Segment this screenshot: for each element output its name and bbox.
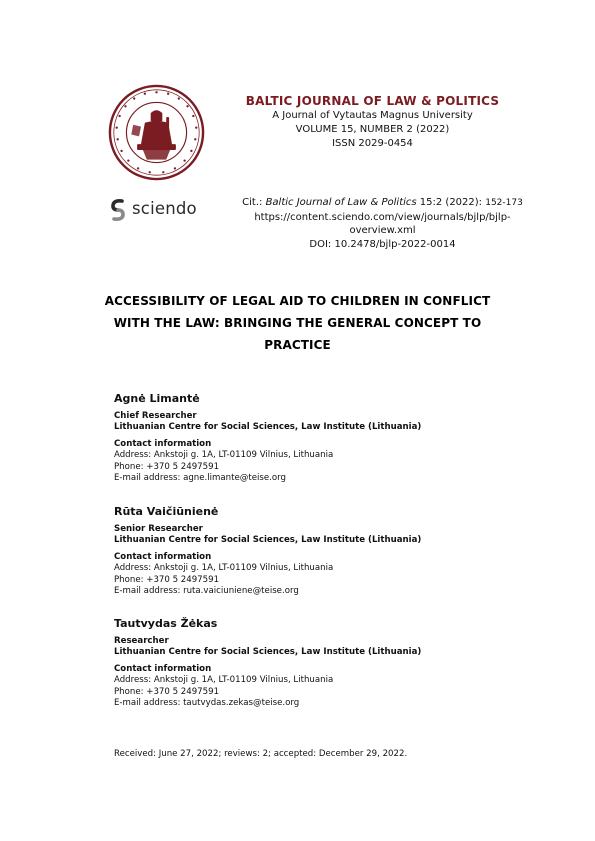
author-block — [114, 392, 514, 485]
author-block — [114, 505, 514, 598]
author-block — [114, 617, 514, 710]
contact-heading: Contact information — [114, 552, 212, 562]
author-phone: Phone: +370 5 2497591 — [114, 461, 220, 472]
contact-heading: Contact information — [114, 664, 212, 674]
received-dates: Received: June 27, 2022; reviews: 2; accepted: December 29, 2022. — [114, 749, 408, 759]
author-phone: Phone: +370 5 2497591 — [114, 686, 220, 697]
author-address: Address: Ankstoji g. 1A, LT-01109 Vilnius, Lithuania — [114, 675, 334, 685]
author-email[interactable]: E-mail address: ruta.vaiciuniene@teise.org — [114, 586, 299, 596]
citation-issue: 15:2 (2022): — [416, 197, 486, 208]
author-name: Rūta Vaičiūnienė — [114, 505, 219, 518]
author-name: Tautvydas Žėkas — [114, 617, 218, 630]
author-email[interactable]: E-mail address: tautvydas.zekas@teise.org — [114, 698, 300, 708]
citation-url-line1[interactable]: https://content.sciendo.com/view/journals/bjlp/bjlp- — [254, 211, 511, 223]
paper-title — [95, 290, 500, 356]
journal-volume: VOLUME 15, NUMBER 2 (2022) — [295, 124, 450, 135]
university-seal-icon — [108, 84, 205, 181]
citation-line — [240, 196, 525, 211]
citation-doi: DOI: 10.2478/bjlp-2022-0014 — [309, 238, 456, 250]
author-phone: Phone: +370 5 2497591 — [114, 574, 220, 585]
journal-header — [230, 93, 515, 151]
citation-block — [240, 196, 525, 251]
contact-heading: Contact information — [114, 439, 212, 449]
author-email[interactable]: E-mail address: agne.limante@teise.org — [114, 473, 286, 483]
paper-title-line2: WITH THE LAW: BRINGING THE GENERAL CONCEPT TO — [113, 316, 482, 330]
paper-title-line1: ACCESSIBILITY OF LEGAL AID TO CHILDREN IN CONFLICT — [104, 294, 491, 308]
author-role: Chief Researcher — [114, 411, 197, 421]
journal-subtitle: A Journal of Vytautas Magnus University — [272, 110, 473, 121]
author-affiliation: Lithuanian Centre for Social Sciences, Law Institute (Lithuania) — [114, 647, 422, 657]
citation-journal: Baltic Journal of Law & Politics — [265, 197, 417, 208]
author-role: Researcher — [114, 636, 169, 646]
author-affiliation: Lithuanian Centre for Social Sciences, Law Institute (Lithuania) — [114, 422, 422, 432]
author-role: Senior Researcher — [114, 524, 203, 534]
author-address: Address: Ankstoji g. 1A, LT-01109 Vilnius, Lithuania — [114, 563, 334, 573]
journal-title: BALTIC JOURNAL OF LAW & POLITICS — [245, 94, 500, 108]
citation-pages: 152-173 — [485, 198, 523, 208]
author-name: Agnė Limantė — [114, 392, 200, 405]
author-affiliation: Lithuanian Centre for Social Sciences, Law Institute (Lithuania) — [114, 535, 422, 545]
sciendo-logo-icon — [110, 198, 126, 222]
citation-url-line2[interactable]: overview.xml — [349, 225, 416, 236]
citation-prefix: Cit.: — [242, 197, 266, 208]
journal-issn: ISSN 2029-0454 — [332, 138, 413, 149]
publisher-logo — [110, 198, 210, 224]
paper-title-line3: PRACTICE — [264, 338, 331, 352]
author-address: Address: Ankstoji g. 1A, LT-01109 Vilnius, Lithuania — [114, 450, 334, 460]
publisher-name: sciendo — [132, 199, 197, 218]
